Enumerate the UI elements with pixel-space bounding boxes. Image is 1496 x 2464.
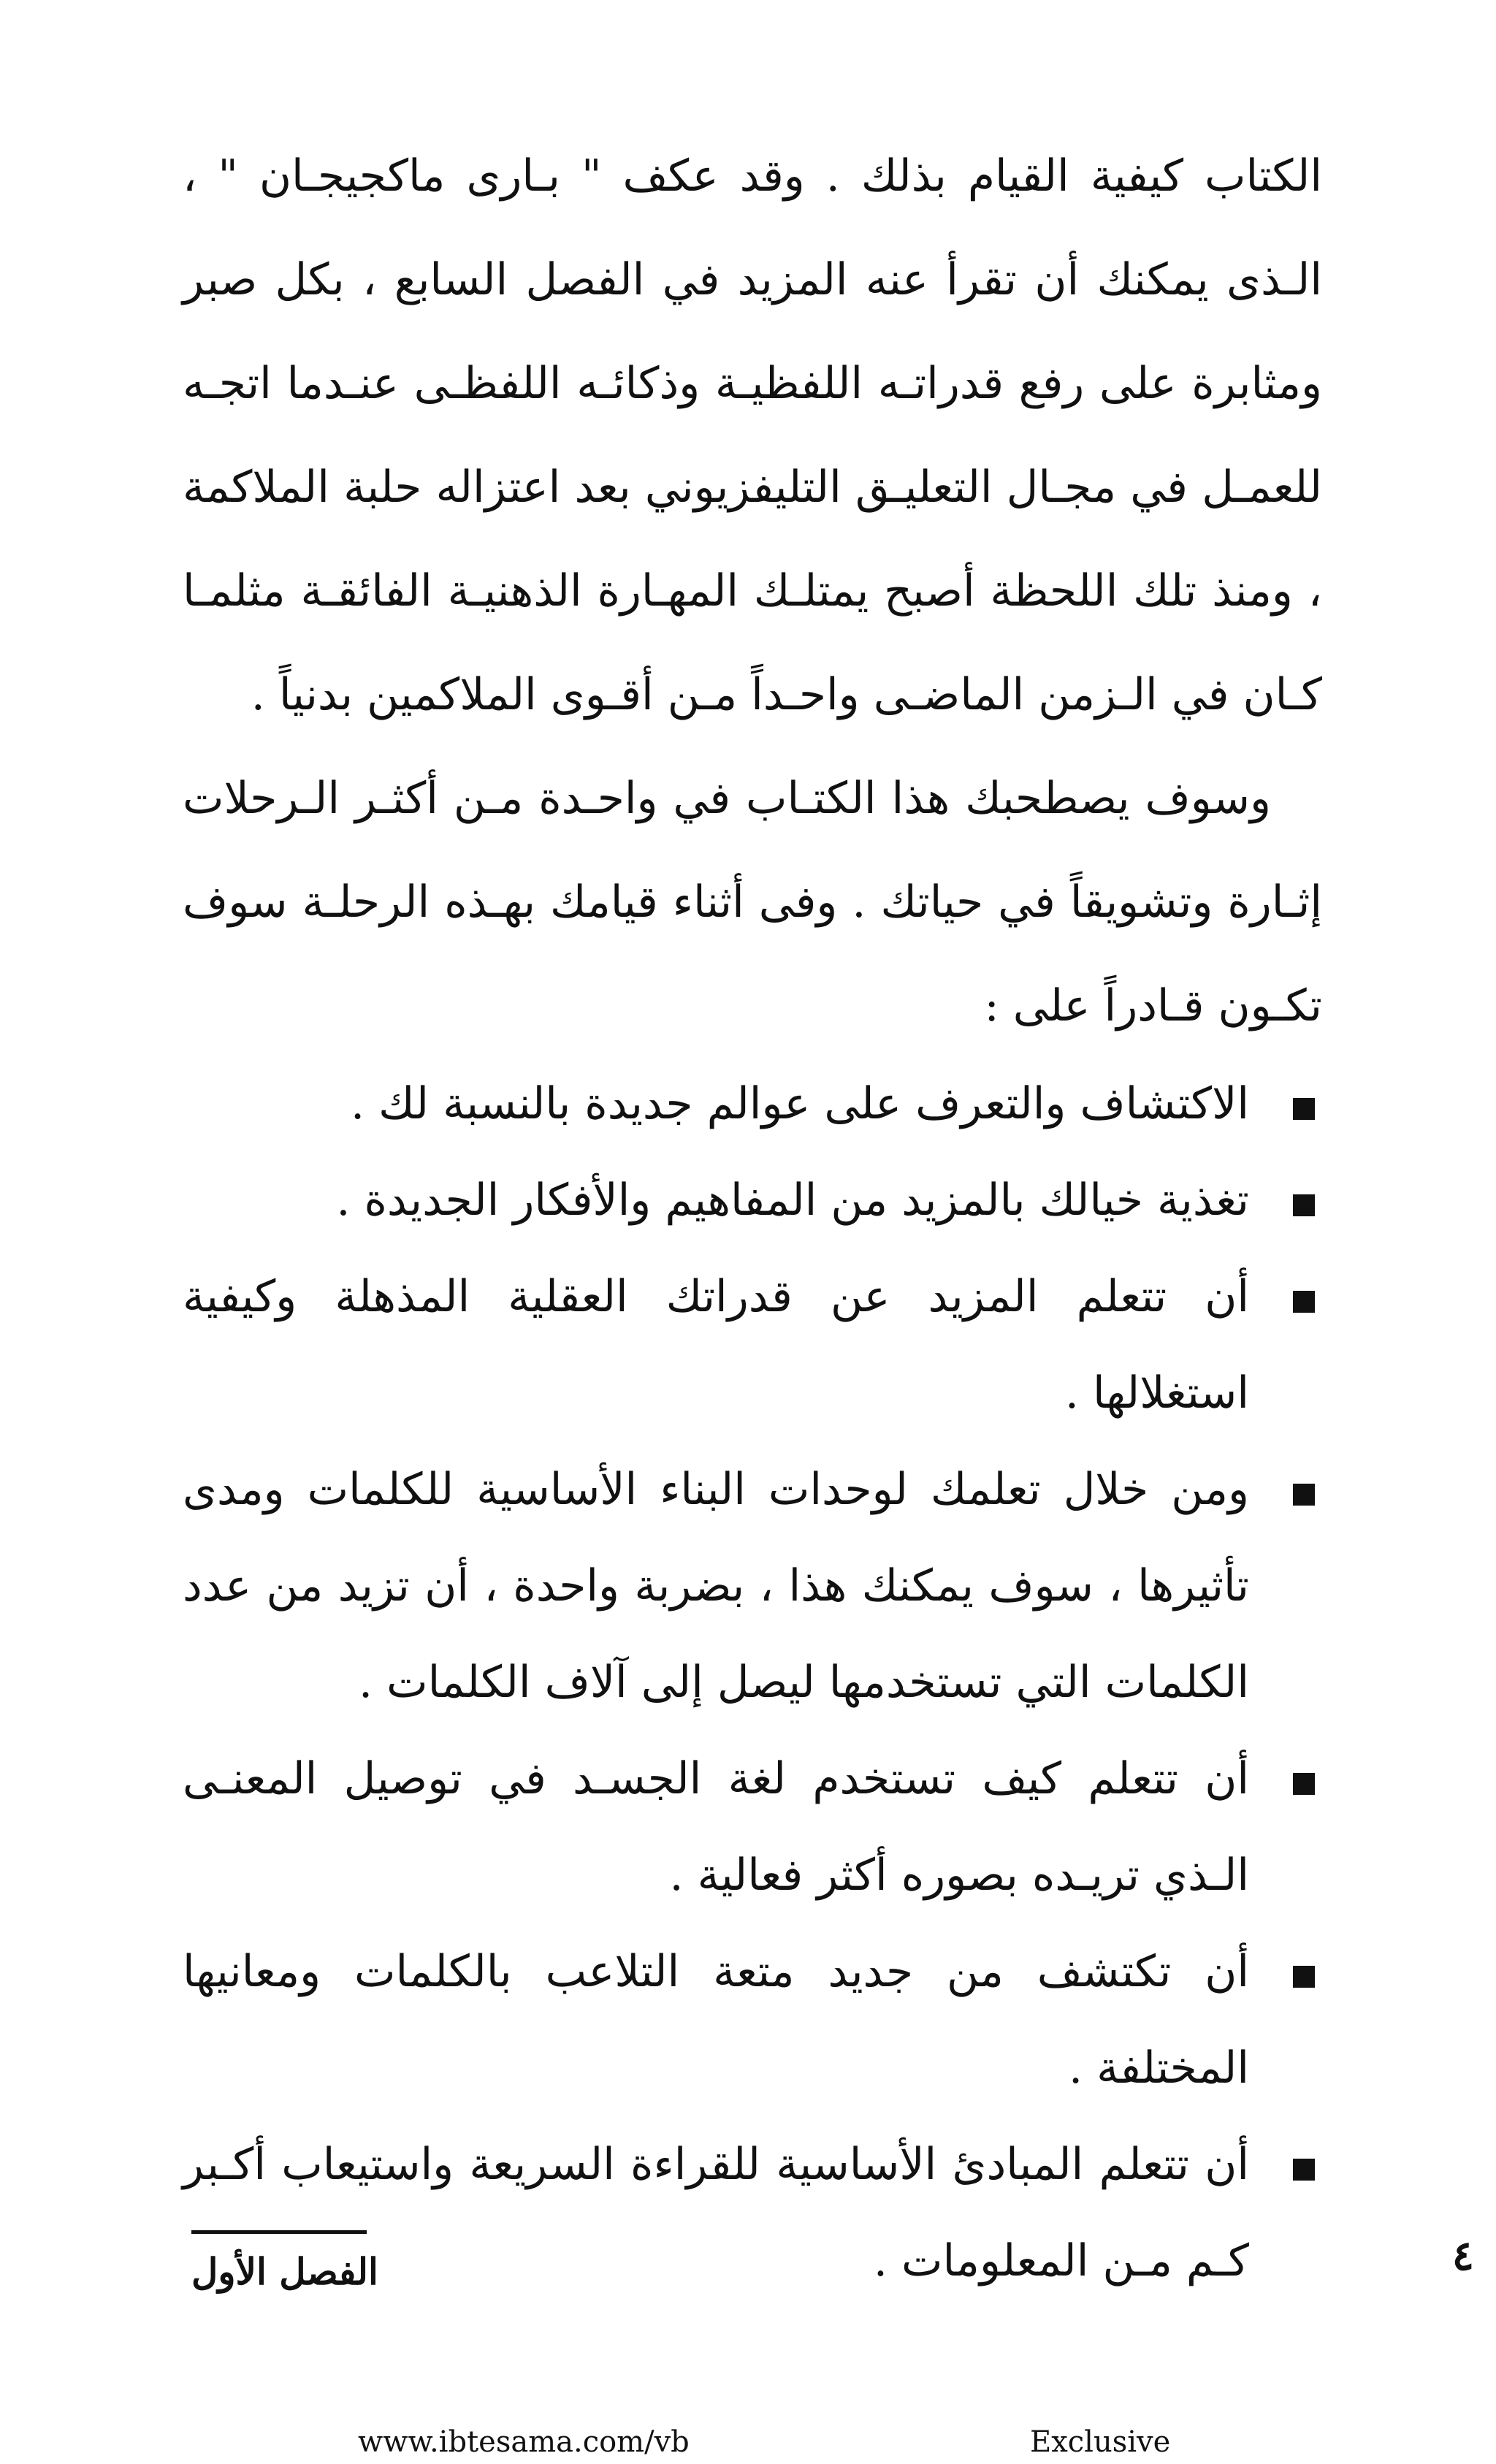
square-bullet-icon <box>1293 1966 1315 1988</box>
square-bullet-icon <box>1293 1098 1315 1120</box>
paragraph-1: الكتاب كيفية القيام بذلك . وقد عكف " بـارى ماكجيجـان " ، الـذى يمكنك أن تقرأ عنه المزيد في الفصل السابع ، بكل صبر ومثابرة على رفع قدراتـه اللفظيـة وذكائـه اللفظـى عنـدما اتجـه للعمـل في مجـال التعليـق التليفزيوني بعد اعتزاله حلبة الملاكمة ، ومنذ تلك اللحظة أصبح يمتلـك المهـارة الذهنيـة الفائقـة مثلمـا كـان في الـزمن الماضـى واحـداً مـن أقـوى الملاكمين بدنياً . <box>183 150 1322 720</box>
list-item <box>183 1441 1322 1731</box>
list-item-text: أن تتعلم المزيد عن قدراتك العقلية المذهلة وكيفية استغلالها . <box>183 1271 1249 1419</box>
square-bullet-icon <box>1293 1773 1315 1795</box>
list-item <box>183 1056 1322 1152</box>
square-bullet-icon <box>1293 1484 1315 1506</box>
bullet-list <box>183 1056 1322 2309</box>
square-bullet-icon <box>1293 1194 1315 1216</box>
list-item <box>183 1731 1322 1923</box>
list-item <box>183 1248 1322 1441</box>
list-item <box>183 1152 1322 1248</box>
list-item-text: الاكتشاف والتعرف على عوالم جديدة بالنسبة لك . <box>351 1078 1249 1129</box>
chapter-label: الفصل الأول <box>191 2250 378 2293</box>
list-item-text: أن تكتشف من جديد متعة التلاعب بالكلمات ومعانيها المختلفة . <box>183 1946 1249 2094</box>
square-bullet-icon <box>1293 2159 1315 2181</box>
paragraph-2: وسوف يصطحبك هذا الكتـاب في واحـدة مـن أكثـر الـرحلات إثـارة وتشويقاً في حياتك . وفى أثناء قيامك بهـذه الرحلـة سوف تكـون قـادراً على : <box>183 773 1322 1031</box>
body-text <box>183 124 1322 1058</box>
list-item-text: أن تتعلم المبادئ الأساسية للقراءة السريعة واستيعاب أكـبر كـم مـن المعلومات . <box>183 2139 1249 2286</box>
page-number: ٤ <box>1451 2232 1474 2280</box>
watermark-tag: Exclusive <box>1030 2425 1171 2459</box>
list-item-text: أن تتعلم كيف تستخدم لغة الجسـد في توصيل المعنـى الـذي تريـده بصوره أكثر فعالية . <box>183 1753 1249 1901</box>
list-item-text: ومن خلال تعلمك لوحدات البناء الأساسية للكلمات ومدى تأثيرها ، سوف يمكنك هذا ، بضربة واحدة ، أن تزيد من عدد الكلمات التي تستخدمها ليصل إلى آلاف الكلمات . <box>183 1464 1249 1708</box>
watermark-url: www.ibtesama.com/vb <box>358 2425 690 2459</box>
square-bullet-icon <box>1293 1291 1315 1313</box>
list-item-text: تغذية خيالك بالمزيد من المفاهيم والأفكار الجديدة . <box>336 1175 1249 1226</box>
list-item <box>183 1923 1322 2116</box>
footer-divider <box>191 2230 367 2234</box>
